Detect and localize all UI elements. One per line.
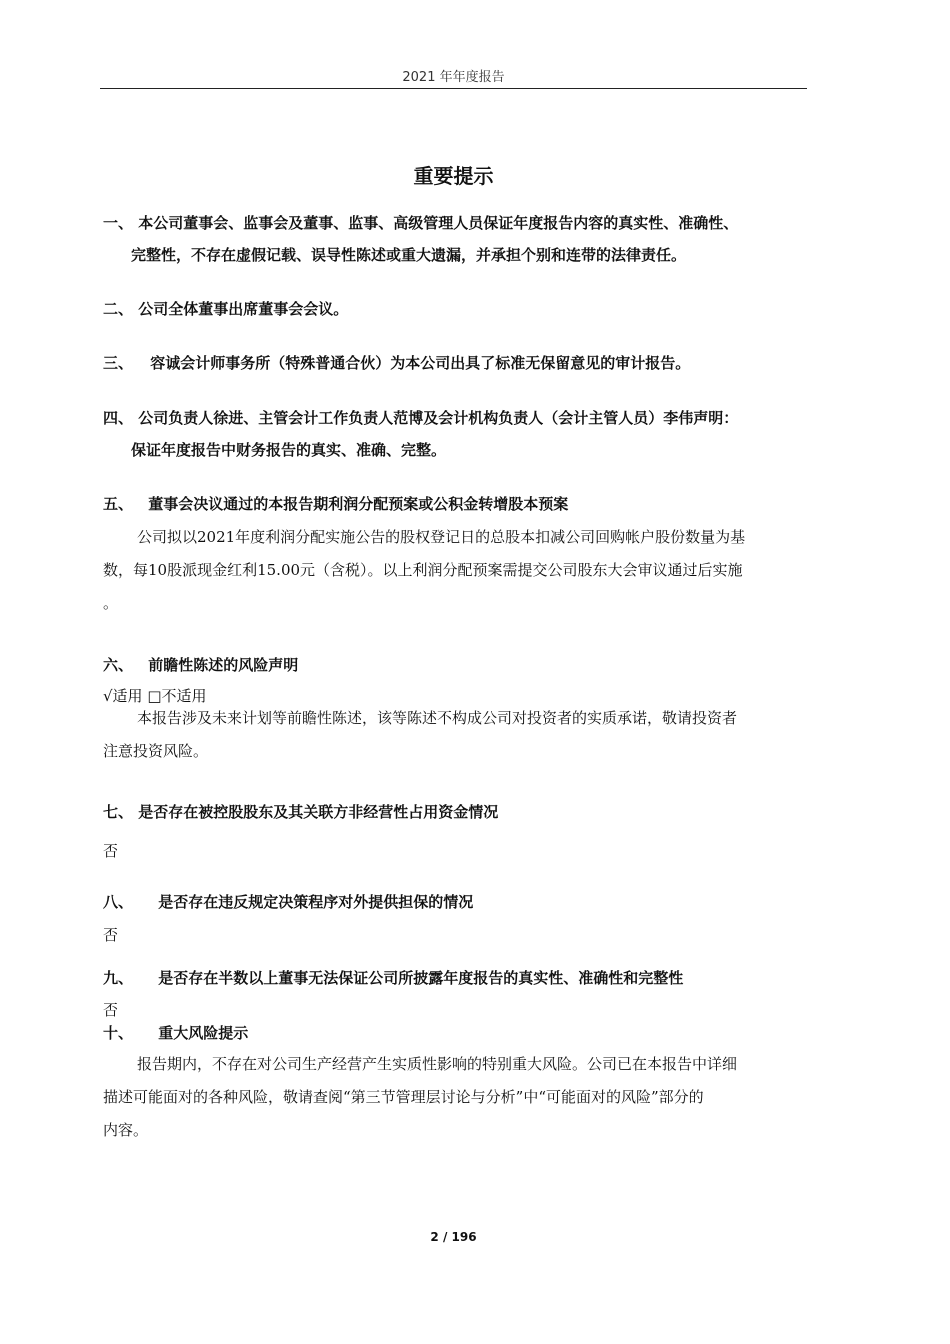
page-title: 重要提示: [413, 164, 494, 188]
section-1-continuation: 完整性，不存在虚假记载、误导性陈述或重大遗漏，并承担个别和连带的法律责任。: [131, 246, 687, 264]
section-text: 是否存在半数以上董事无法保证公司所披露年度报告的真实性、准确性和完整性: [158, 969, 684, 987]
applicability-options: √适用 □不适用: [103, 687, 207, 705]
running-header: 2021 年年度报告: [402, 70, 505, 85]
section-text: 是否存在违反规定决策程序对外提供担保的情况: [158, 893, 474, 911]
section-4-heading: [103, 407, 738, 428]
section-7-heading: [103, 801, 498, 822]
section-number: 二、: [103, 300, 134, 318]
section-3-heading: [103, 352, 690, 373]
section-10-body-line-1: 报告期内，不存在对公司生产经营产生实质性影响的特别重大风险。公司已在本报告中详细: [137, 1055, 738, 1073]
section-7-answer: 否: [103, 842, 119, 860]
section-6-heading: [103, 654, 298, 675]
section-5-body-line-2: 数，每10股派现金红利15.00元（含税）。以上利润分配预案需提交公司股东大会审议通过后实施: [103, 561, 743, 579]
section-text: 董事会决议通过的本报告期利润分配预案或公积金转增股本预案: [148, 495, 569, 513]
section-number: 三、: [103, 354, 134, 372]
section-number: 一、: [103, 214, 134, 232]
section-number: 四、: [103, 409, 134, 427]
section-8-heading: [103, 891, 473, 912]
section-text: 重大风险提示: [158, 1024, 249, 1042]
section-4-continuation: 保证年度报告中财务报告的真实、准确、完整。: [131, 441, 447, 459]
section-2-heading: [103, 298, 348, 319]
section-number: 五、: [103, 495, 134, 513]
section-text: 容诚会计师事务所（特殊普通合伙）为本公司出具了标准无保留意见的审计报告。: [150, 354, 691, 372]
section-text: 公司全体董事出席董事会会议。: [138, 300, 349, 318]
section-5-heading: [103, 493, 568, 514]
section-5-body-line-1: 公司拟以2021年度利润分配实施公告的股权登记日的总股本扣减公司回购帐户股份数量为基: [137, 528, 746, 546]
section-text: 是否存在被控股股东及其关联方非经营性占用资金情况: [138, 803, 499, 821]
section-10-body-line-3: 内容。: [103, 1121, 149, 1139]
section-number: 八、: [103, 893, 134, 911]
section-8-answer: 否: [103, 926, 119, 944]
section-9-answer: 否: [103, 1001, 119, 1019]
section-text: 前瞻性陈述的风险声明: [148, 656, 299, 674]
section-text: 本公司董事会、监事会及董事、监事、高级管理人员保证年度报告内容的真实性、准确性、: [138, 214, 739, 232]
section-number: 六、: [103, 656, 134, 674]
section-6-body-line-2: 注意投资风险。: [103, 742, 209, 760]
section-6-body-line-1: 本报告涉及未来计划等前瞻性陈述，该等陈述不构成公司对投资者的实质承诺，敬请投资者: [137, 709, 738, 727]
page-number: 2 / 196: [430, 1230, 477, 1244]
section-number: 十、: [103, 1024, 134, 1042]
section-text: 公司负责人徐进、主管会计工作负责人范博及会计机构负责人（会计主管人员）李伟声明：: [138, 409, 739, 427]
section-10-heading: [103, 1022, 248, 1043]
section-1-heading: [103, 212, 738, 233]
section-9-heading: [103, 967, 683, 988]
section-10-body-line-2: 描述可能面对的各种风险，敬请查阅“第三节管理层讨论与分析”中“可能面对的风险”部分的: [103, 1088, 704, 1106]
section-number: 九、: [103, 969, 134, 987]
section-number: 七、: [103, 803, 134, 821]
section-5-body-line-3: 。: [103, 594, 119, 612]
header-rule: [100, 88, 807, 89]
